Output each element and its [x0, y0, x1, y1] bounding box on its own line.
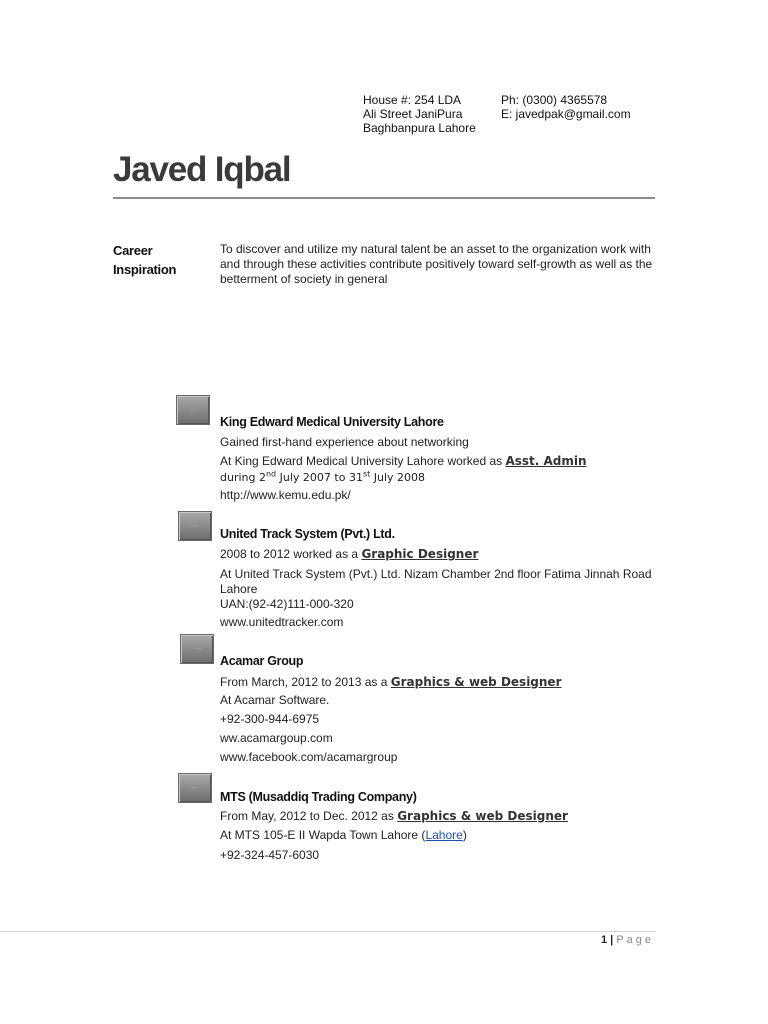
job-detail: At Acamar Software.: [220, 693, 330, 707]
job-role: Graphic Designer: [361, 547, 479, 561]
section-bullet-icon: [180, 634, 214, 664]
page-number: 1: [601, 934, 608, 946]
candidate-name: Javed Iqbal: [113, 150, 291, 189]
date-part: during 2: [220, 471, 266, 484]
job-detail: At United Track System (Pvt.) Ltd. Nizam Chamber 2nd floor Fatima Jinnah Road Lahore: [220, 567, 652, 596]
career-section-label: [113, 241, 176, 279]
address-line-3: Baghbanpura Lahore: [363, 121, 476, 135]
job-title: MTS (Musaddiq Trading Company): [220, 790, 417, 804]
career-objective-text: To discover and utilize my natural talent be an asset to the organization work with and through these activities contribute positively toward self-growth as well as the betterment of society in general: [220, 242, 653, 286]
date-part: July 2008: [370, 471, 426, 484]
page-footer: [601, 934, 654, 946]
job-detail: Gained first-hand experience about networking: [220, 435, 469, 449]
job-role: Asst. Admin: [505, 454, 587, 468]
job-title: United Track System (Pvt.) Ltd.: [220, 527, 395, 541]
address-line-1: House #: 254 LDA: [363, 93, 462, 107]
job-detail-prefix: At King Edward Medical University Lahore worked as: [220, 454, 506, 468]
job-url: www.facebook.com/acamargroup: [220, 750, 398, 764]
section-bullet-icon: [176, 395, 210, 425]
job-detail-prefix: From March, 2012 to 2013 as a: [220, 675, 391, 689]
date-suffix: st: [362, 469, 371, 479]
address-block: [363, 93, 476, 135]
job-position-line: [220, 809, 568, 824]
job-phone: +92-324-457-6030: [220, 848, 320, 862]
career-label-line-1: Career: [113, 243, 153, 258]
job-position-line: [220, 675, 562, 690]
job-url: www.unitedtracker.com: [220, 615, 344, 629]
date-part: July 2007 to 31: [276, 471, 363, 484]
job-url: http://www.kemu.edu.pk/: [220, 488, 351, 502]
job-position-line: [220, 454, 587, 469]
job-role: Graphics & web Designer: [397, 809, 568, 823]
contact-block: [501, 93, 631, 121]
job-url: ww.acamargoup.com: [220, 731, 333, 745]
footer-divider: [0, 931, 656, 932]
job-title: Acamar Group: [220, 654, 304, 668]
section-bullet-icon: [178, 773, 212, 803]
job-phone: +92-300-944-6975: [220, 712, 320, 726]
career-label-line-2: Inspiration: [113, 262, 177, 277]
job-dates: [220, 470, 425, 485]
page-label: Page: [616, 934, 655, 946]
email-text: E: javedpak@gmail.com: [501, 107, 631, 121]
page-separator: |: [607, 934, 617, 946]
job-detail-prefix: At MTS 105-E II Wapda Town Lahore (: [220, 828, 426, 842]
address-line-2: Ali Street JaniPura: [363, 107, 463, 121]
job-detail-prefix: 2008 to 2012 worked as a: [220, 547, 362, 561]
job-address-line: [220, 828, 467, 843]
section-bullet-icon: [178, 511, 212, 541]
phone-text: Ph: (0300) 4365578: [501, 93, 608, 107]
header-divider: [113, 197, 655, 199]
job-detail-suffix: ): [462, 828, 467, 842]
job-phone: UAN:(92-42)111-000-320: [220, 597, 354, 611]
job-detail-prefix: From May, 2012 to Dec. 2012 as: [220, 809, 398, 823]
job-position-line: [220, 547, 478, 562]
job-role: Graphics & web Designer: [390, 675, 562, 689]
job-title: King Edward Medical University Lahore: [220, 415, 444, 429]
lahore-link[interactable]: Lahore: [425, 828, 463, 842]
date-suffix: nd: [265, 469, 277, 479]
